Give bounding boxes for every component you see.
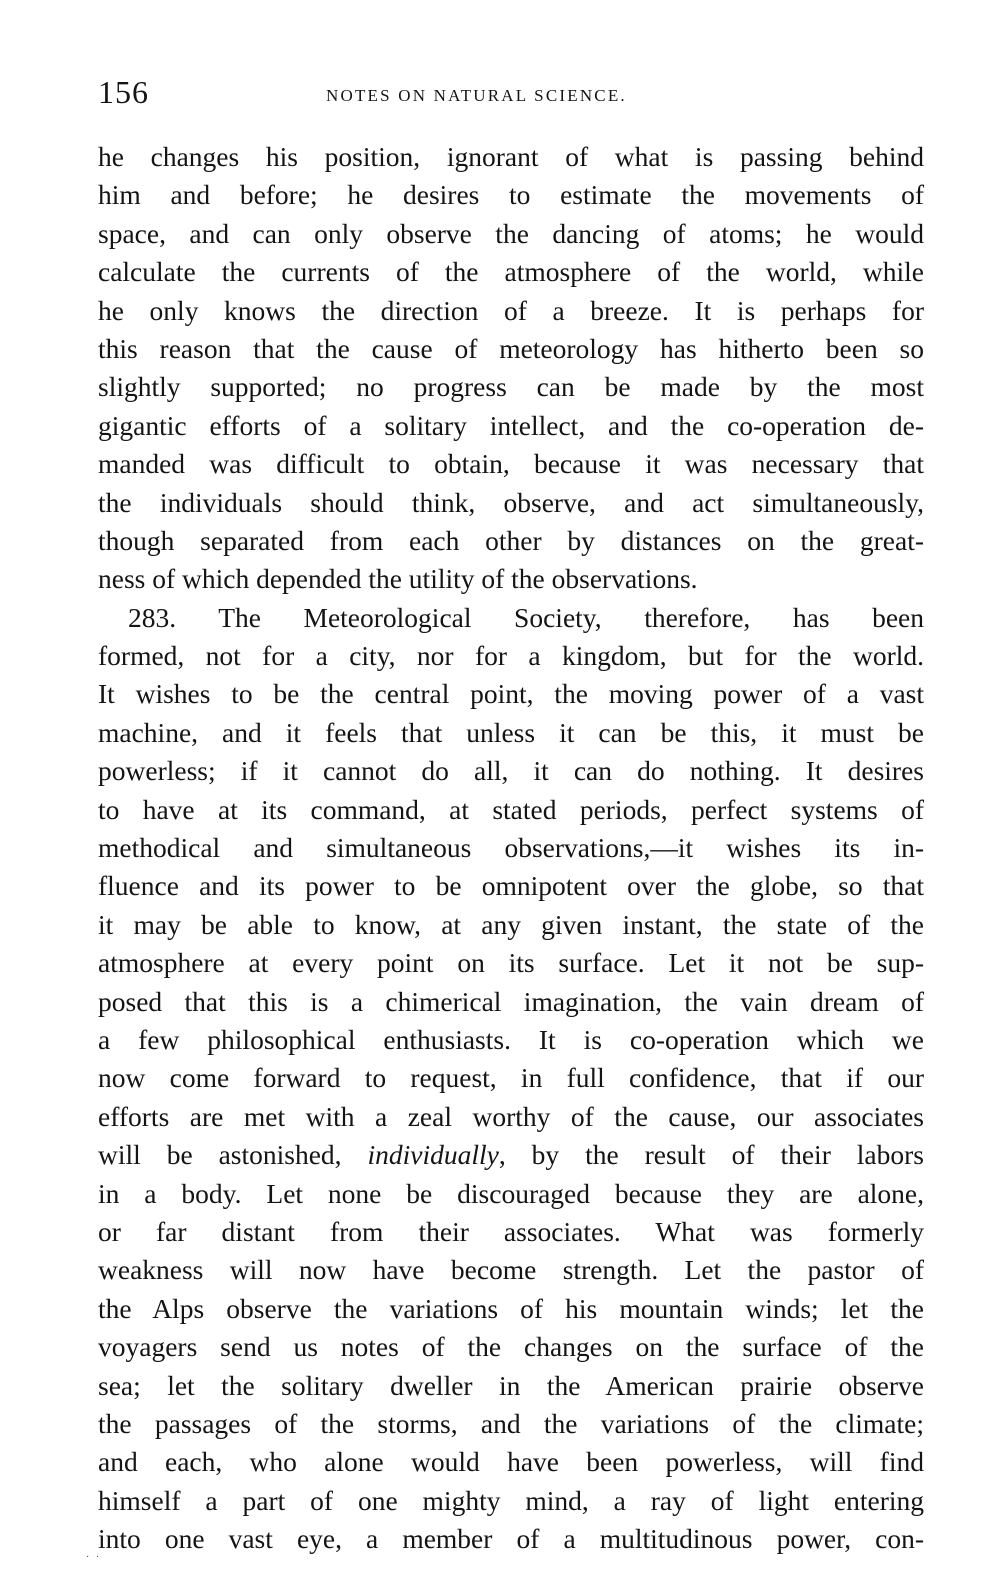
text-segment: , by the result of their labors (498, 1139, 924, 1171)
text-line-with-italic (98, 1136, 924, 1174)
text-line: or far distant from their associates. What was formerly (98, 1215, 924, 1247)
text-line: It wishes to be the central point, the moving power of a vast (98, 678, 924, 710)
text-line: into one vast eye, a member of a multitudinous power, con- (98, 1523, 924, 1555)
body-text (98, 138, 924, 1558)
text-line: he changes his position, ignorant of what is passing behind (98, 141, 924, 172)
text-line: though separated from each other by distances on the great- (98, 524, 924, 556)
text-line: calculate the currents of the atmosphere of the world, while (98, 256, 924, 288)
text-line: it may be able to know, at any given instant, the state of the (98, 908, 924, 940)
text-line: weakness will now have become strength. Let the pastor of (98, 1254, 924, 1286)
text-line: formed, not for a city, nor for a kingdom, but for the world. (98, 640, 924, 672)
text-line: he only knows the direction of a breeze. It is perhaps for (98, 294, 924, 326)
text-line: sea; let the solitary dweller in the American prairie observe (98, 1369, 924, 1401)
text-line: the passages of the storms, and the variations of the climate; (98, 1407, 924, 1439)
text-segment: will be astonished, (98, 1139, 368, 1171)
text-line: him and before; he desires to estimate the movements of (98, 179, 924, 211)
running-head: NOTES ON NATURAL SCIENCE. (326, 86, 627, 105)
text-line: to have at its command, at stated periods, perfect systems of (98, 793, 924, 825)
text-line: and each, who alone would have been powerless, will find (98, 1446, 924, 1478)
text-line: methodical and simultaneous observations,—it wishes its in- (98, 832, 924, 864)
text-line: posed that this is a chimerical imagination, the vain dream of (98, 985, 924, 1017)
text-line: slightly supported; no progress can be made by the most (98, 371, 924, 403)
text-line: machine, and it feels that unless it can be this, it must be (98, 716, 924, 748)
text-line: in a body. Let none be discouraged because they are alone, (98, 1177, 924, 1209)
text-line: now come forward to request, in full confidence, that if our (98, 1062, 924, 1094)
text-line: space, and can only observe the dancing of atoms; he would (98, 217, 924, 249)
text-line: a few philosophical enthusiasts. It is co-operation which we (98, 1023, 924, 1055)
text-line: voyagers send us notes of the changes on the surface of the (98, 1331, 924, 1363)
text-line: atmosphere at every point on its surface. Let it not be sup- (98, 947, 924, 979)
text-line: efforts are met with a zeal worthy of the cause, our associates (98, 1100, 924, 1132)
text-line: the individuals should think, observe, and act simultaneously, (98, 486, 924, 518)
text-line-paragraph-end: ness of which depended the utility of the observations. (98, 563, 698, 595)
text-line: the Alps observe the variations of his mountain winds; let the (98, 1292, 924, 1324)
text-line: this reason that the cause of meteorology has hitherto been so (98, 332, 924, 364)
page-header (98, 74, 928, 114)
text-line: manded was difficult to obtain, because it was necessary that (98, 448, 924, 480)
text-line: fluence and its power to be omnipotent over the globe, so that (98, 870, 924, 902)
text-line: powerless; if it cannot do all, it can do nothing. It desires (98, 755, 924, 787)
text-line-paragraph-start: 283. The Meteorological Society, therefore, has been (128, 601, 924, 633)
text-line: gigantic efforts of a solitary intellect, and the co-operation de- (98, 409, 924, 441)
page-number: 156 (98, 74, 149, 110)
italic-emphasis: individually (367, 1139, 499, 1171)
print-speck-decoration: · · (86, 1552, 102, 1563)
text-line: himself a part of one mighty mind, a ray of light entering (98, 1484, 924, 1516)
